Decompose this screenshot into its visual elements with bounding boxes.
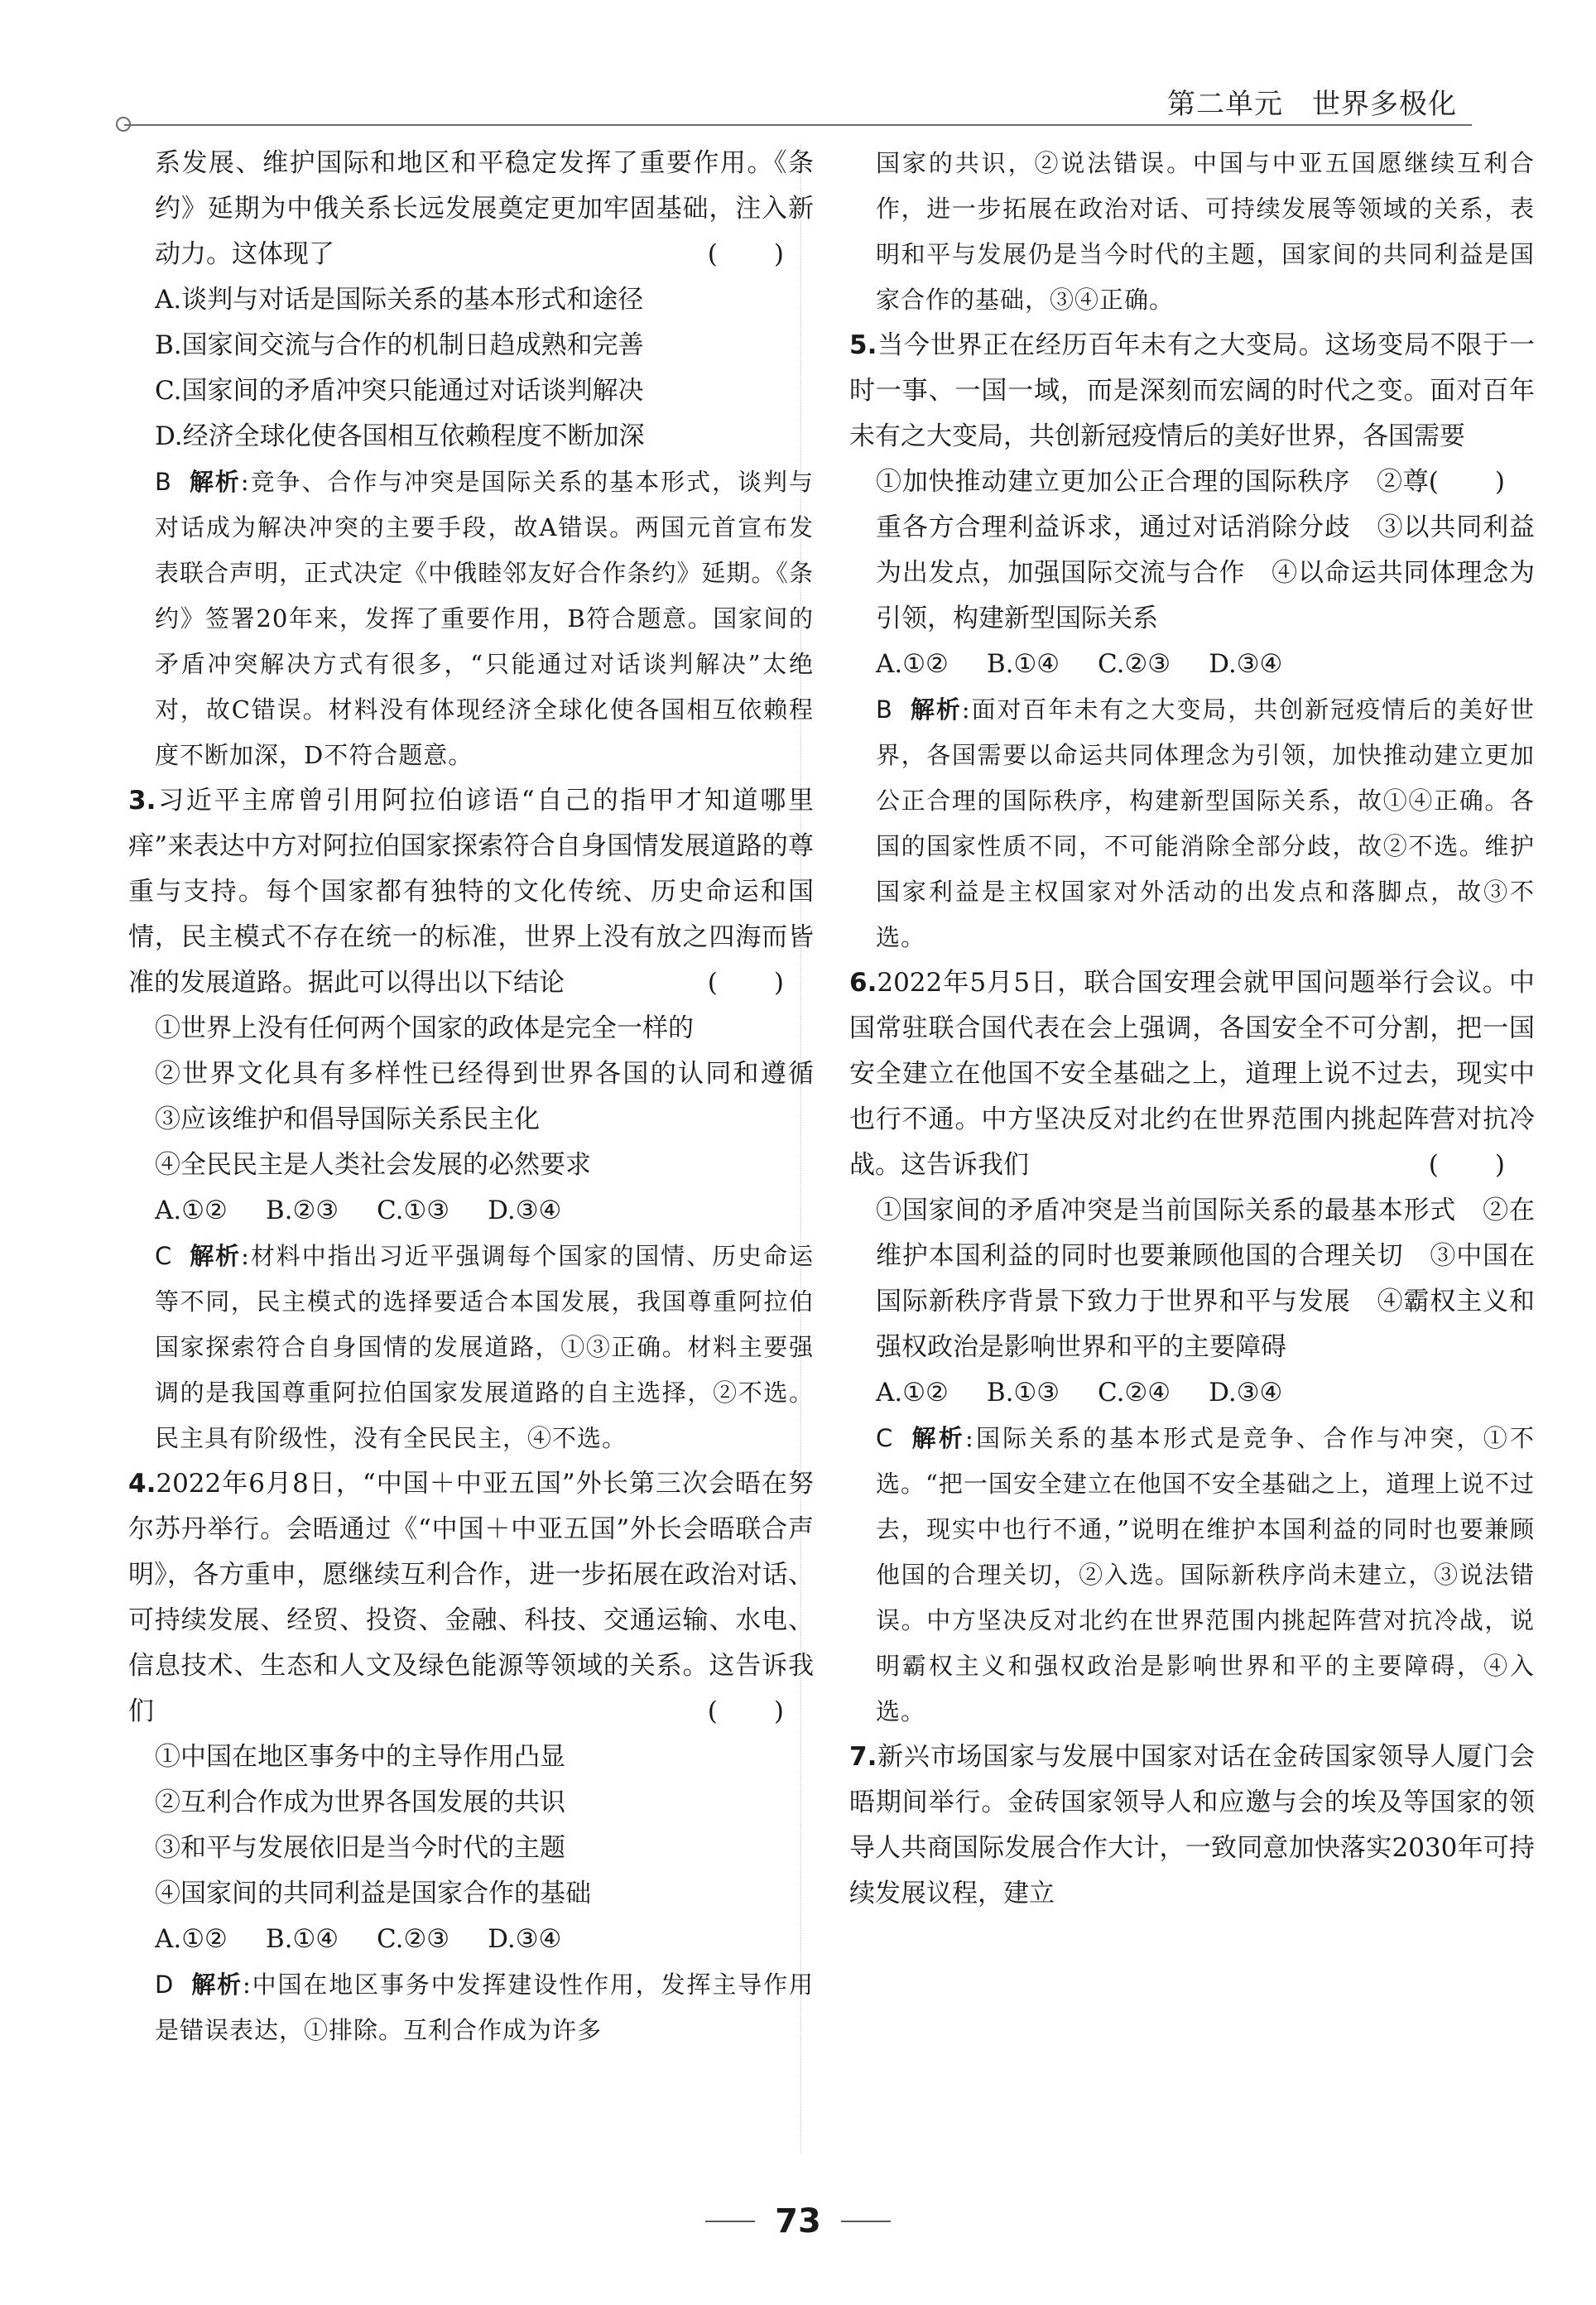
choice-c: C.②③ xyxy=(377,1924,450,1954)
choice-b: B.①④ xyxy=(265,1924,339,1954)
question-number: 5. xyxy=(849,330,877,360)
unit-title: 第二单元 世界多极化 xyxy=(1167,88,1457,121)
q2-option-d: D.经济全球化使各国相互依赖程度不断加深 xyxy=(155,421,645,451)
analysis-text: :中国在地区事务中发挥建设性作用，发挥主导作用是错误表达，①排除。互利合作成为许多 xyxy=(155,1971,814,2044)
choice-b: B.①③ xyxy=(986,1378,1060,1408)
answer-letter: C xyxy=(876,1424,894,1452)
choice-a: A.①② xyxy=(155,1196,228,1225)
header-rule xyxy=(124,124,1472,126)
analysis-text: :国际关系的基本形式是竞争、合作与冲突，①不选。“把一国安全建立在他国不安全基础之上，道理上说不过去，现实中也行不通，”说明在维护本国利益的同时也要兼顾他国的合理关切，②入选。国际新秩序尚未建立，③说法错误。中方坚决反对北约在世界范围内挑起阵营对抗冷战，说明霸权主义和强权政治是影响世界和平的主要障碍，④入选。 xyxy=(876,1424,1535,1725)
q3-item-4: ④全民民主是人类社会发展的必然要求 xyxy=(155,1150,591,1180)
q5-answer xyxy=(849,687,1535,960)
q4-choices xyxy=(128,1917,814,1962)
choice-a: A.①② xyxy=(155,1924,228,1954)
analysis-label: 解析 xyxy=(190,1971,243,1999)
choice-c: C.①③ xyxy=(377,1196,450,1225)
question-6 xyxy=(849,960,1535,1188)
answer-letter: B xyxy=(155,468,172,496)
question-stem: 习近平主席曾引用阿拉伯谚语“自己的指甲才知道哪里痒”来表达中方对阿拉伯国家探索符合自身国情发展道路的尊重与支持。每个国家都有独特的文化传统、历史命运和国情，民主模式不存在统一的标准，世界上没有放之四海而皆准的发展道路。据此可以得出以下结论 xyxy=(128,786,814,998)
answer-letter: D xyxy=(155,1971,175,1999)
q6-items: ①国家间的矛盾冲突是当前国际关系的最基本形式 ②在维护本国利益的同时也要兼顾他国的合理关切 ③中国在国际新秩序背景下致力于世界和平与发展 ④霸权主义和强权政治是影响世界和平的主要障碍 xyxy=(876,1196,1535,1362)
q3-choices xyxy=(128,1188,814,1234)
q2-option-b: B.国家间交流与合作的机制日趋成熟和完善 xyxy=(155,330,644,360)
question-4 xyxy=(128,1461,814,1735)
choice-d: D.③④ xyxy=(1209,1378,1283,1408)
answer-bracket: ( ) xyxy=(707,968,786,998)
q5-items: ①加快推动建立更加公正合理的国际秩序 ②尊重各方合理利益诉求，通过对话消除分歧 ③以共同利益为出发点，加强国际交流与合作 ④以命运共同体理念为引领，构建新型国际关系 xyxy=(876,467,1535,633)
answer-bracket: ( ) xyxy=(707,239,786,269)
analysis-text: :材料中指出习近平强调每个国家的国情、历史命运等不同，民主模式的选择要适合本国发展，我国尊重阿拉伯国家探索符合自身国情的发展道路，①③正确。材料主要强调的是我国尊重阿拉伯国家发展道路的自主选择，②不选。民主具有阶级性，没有全民民主，④不选。 xyxy=(155,1242,814,1452)
q5-choices xyxy=(849,642,1535,687)
question-stem: 当今世界正在经历百年未有之大变局。这场变局不限于一时一事、一国一域，而是深刻而宏阔的时代之变。面对百年未有之大变局，共创新冠疫情后的美好世界，各国需要 xyxy=(849,330,1535,451)
q3-item-2-3: ②世界文化具有多样性已经得到世界各国的认同和遵循 ③应该维护和倡导国际关系民主化 xyxy=(155,1059,839,1134)
right-column xyxy=(849,141,1535,1917)
q2-answer xyxy=(128,460,814,778)
analysis-label: 解析 xyxy=(189,1242,242,1270)
left-column xyxy=(128,141,839,2053)
question-stem: 新兴市场国家与发展中国家对话在金砖国家领导人厦门会晤期间举行。金砖国家领导人和应邀与会的埃及等国家的领导人共商国际发展合作大计，一致同意加快落实2030年可持续发展议程，建立 xyxy=(849,1742,1535,1908)
q6-choices xyxy=(849,1370,1535,1416)
q4-answer-continuation: 国家的共识，②说法错误。中国与中亚五国愿继续互利合作，进一步拓展在政治对话、可持续发展等领域的关系，表明和平与发展仍是当今时代的主题，国家间的共同利益是国家合作的基础，③④正确。 xyxy=(876,149,1535,314)
question-number: 4. xyxy=(128,1469,156,1499)
analysis-label: 解析 xyxy=(909,695,962,724)
analysis-label: 解析 xyxy=(910,1424,965,1452)
question-stem: 2022年6月8日，“中国＋中亚五国”外长第三次会晤在努尔苏丹举行。会晤通过《“中国＋中亚五国”外长会晤联合声明》，各方重申，愿继续互利合作，进一步拓展在政治对话、可持续发展、经贸、投资、金融、科技、交通运输、水电、信息技术、生态和人文及绿色能源等领域的关系。这告诉我们 xyxy=(128,1469,814,1726)
question-stem: 2022年5月5日，联合国安理会就甲国问题举行会议。中国常驻联合国代表在会上强调，各国安全不可分割，把一国安全建立在他国不安全基础之上，道理上说不过去，现实中也行不通。中方坚决反对北约在世界范围内挑起阵营对抗冷战。这告诉我们 xyxy=(849,968,1535,1180)
question-number: 6. xyxy=(849,968,877,998)
answer-bracket: ( ) xyxy=(1428,1150,1507,1180)
question-number: 7. xyxy=(849,1742,877,1772)
choice-d: D.③④ xyxy=(1209,649,1283,679)
q2-option-a: A.谈判与对话是国际关系的基本形式和途径 xyxy=(155,285,644,315)
choice-a: A.①② xyxy=(876,1378,949,1408)
q6-answer xyxy=(849,1416,1535,1735)
choice-b: B.①④ xyxy=(986,649,1060,679)
analysis-text: :面对百年未有之大变局，共创新冠疫情后的美好世界，各国需要以命运共同体理念为引领，加快推动建立更加公正合理的国际秩序，构建新型国际关系，故①④正确。各国的国家性质不同，不可能消除全部分歧，故②不选。维护国家利益是主权国家对外活动的出发点和落脚点，故③不选。 xyxy=(876,695,1535,951)
q4-item-4: ④国家间的共同利益是国家合作的基础 xyxy=(155,1879,591,1908)
q4-answer xyxy=(128,1962,814,2053)
choice-d: D.③④ xyxy=(488,1196,562,1225)
footer-rule-left xyxy=(705,2221,755,2222)
footer-rule-right xyxy=(841,2221,891,2222)
question-7 xyxy=(849,1735,1535,1917)
answer-letter: C xyxy=(155,1242,173,1270)
q3-answer xyxy=(128,1234,814,1461)
q4-item-2: ②互利合作成为世界各国发展的共识 xyxy=(155,1788,565,1817)
choice-a: A.①② xyxy=(876,649,949,679)
page-number: 73 xyxy=(775,2202,821,2240)
q2-stem-continuation: 系发展、维护国际和地区和平稳定发挥了重要作用。《条约》延期为中俄关系长远发展奠定更加牢固基础，注入新动力。这体现了 ( ) xyxy=(128,141,814,277)
answer-bracket: ( ) xyxy=(707,1696,786,1726)
choice-c: C.②③ xyxy=(1098,649,1171,679)
question-number: 3. xyxy=(128,786,156,816)
choice-b: B.②③ xyxy=(265,1196,339,1225)
question-5 xyxy=(849,323,1535,497)
page-footer xyxy=(0,2202,1596,2240)
q2-option-c: C.国家间的矛盾冲突只能通过对话谈判解决 xyxy=(155,376,644,406)
choice-d: D.③④ xyxy=(488,1924,562,1954)
analysis-label: 解析 xyxy=(188,468,241,496)
q3-item-1: ①世界上没有任何两个国家的政体是完全一样的 xyxy=(155,1013,694,1043)
q4-item-1: ①中国在地区事务中的主导作用凸显 xyxy=(155,1742,565,1772)
choice-c: C.②④ xyxy=(1098,1378,1171,1408)
answer-letter: B xyxy=(876,695,893,724)
analysis-text: :竞争、合作与冲突是国际关系的基本形式，谈判与对话成为解决冲突的主要手段，故A错误。两国元首宣布发表联合声明，正式决定《中俄睦邻友好合作条约》延期。《条约》签署20年来，发挥了重要作用，B符合题意。国家间的矛盾冲突解决方式有很多，“只能通过对话谈判解决”太绝对，故C错误。材料没有体现经济全球化使各国相互依赖程度不断加深，D不符合题意。 xyxy=(155,468,814,769)
question-3 xyxy=(128,778,814,1006)
q4-item-3: ③和平与发展依旧是当今时代的主题 xyxy=(155,1833,565,1863)
answer-bracket: ( ) xyxy=(1428,467,1507,497)
